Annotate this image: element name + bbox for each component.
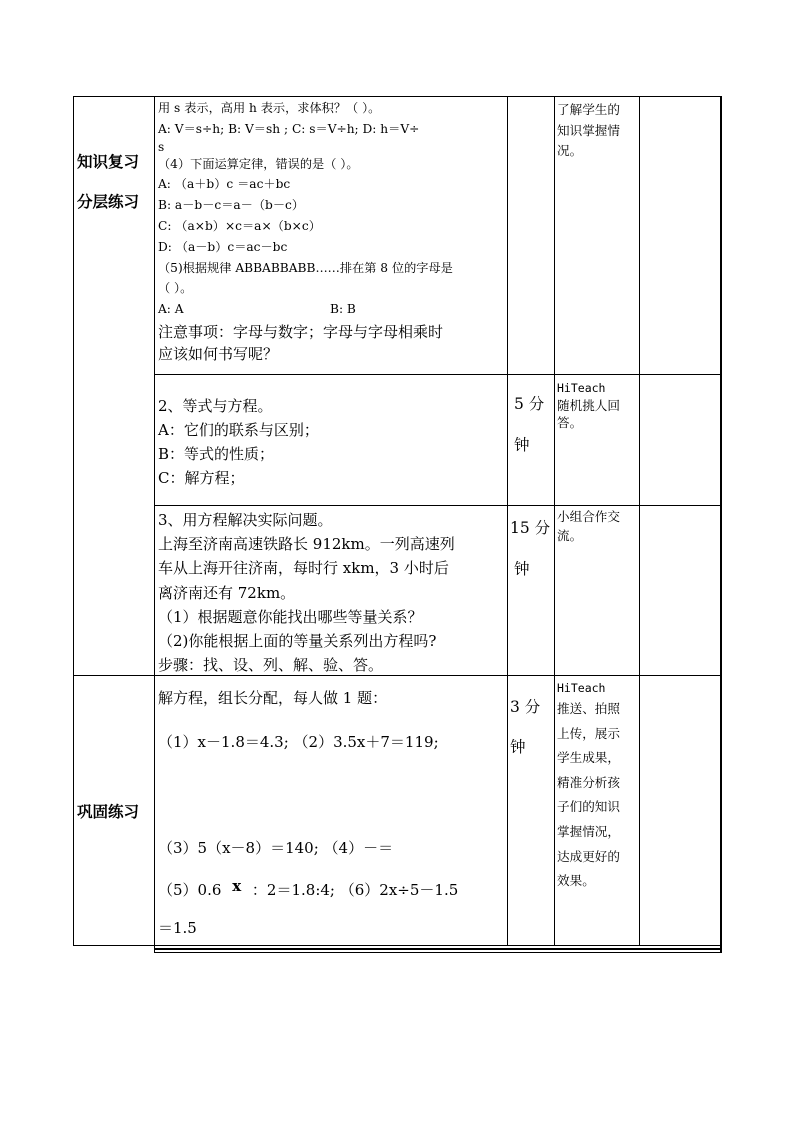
row3-line: 3、用方程解决实际问题。 [158,511,333,529]
table-bottom-border [73,945,721,946]
time-line: 钟 [514,436,530,454]
row-divider [154,505,721,506]
remark-line: 况。 [557,143,583,159]
remark-line: 推送、拍照 [557,701,620,716]
row4-line-4 [158,879,458,900]
row3-line: 上海至济南高速铁路长 912km。一列高速列 [158,535,455,554]
remark-line: HiTeach [557,381,606,395]
column-divider [639,96,640,946]
remark-line: 学生成果， [557,750,620,766]
column-divider [154,96,155,953]
remark-line: 流。 [557,528,583,543]
time-line: 3 分 [510,698,541,716]
option-a: A: A [158,302,184,317]
row1-line: D: （a－b）c＝ac－bc [158,239,288,254]
time-line: 钟 [510,738,526,756]
row2-line: C：解方程； [158,469,245,487]
eq5-suffix: ：2＝1.8:4; （6）2x÷5－1.5 [251,881,459,899]
remark-line: 达成更好的 [557,848,620,864]
time-line: 15 分 [510,519,551,537]
row-divider [154,374,721,375]
remark-line: 随机挑人回 [557,398,620,413]
row3-line: （2)你能根据上面的等量关系列出方程吗? [158,632,437,651]
eq5-prefix: （5）0.6 [158,881,222,899]
row1-line: 用 s 表示，高用 h 表示，求体积？（ ）。 [158,101,381,115]
row2-line: 2、等式与方程。 [158,397,273,415]
remark-line: 效果。 [557,873,595,889]
row1-line: A: （a＋b）c ＝ac＋bc [158,177,291,192]
row1-line: s [158,139,165,154]
time-line: 钟 [514,560,530,578]
column-divider [554,96,555,946]
row1-line: C: （a×b）×c＝a×（b×c） [158,218,321,233]
row4-time [510,687,540,767]
eq5-variable: x [232,877,242,895]
remark-line: 上传，展示 [557,725,620,741]
remark-line: 答。 [557,415,583,430]
row3-line: 步骤：找、设、列、解、验、答。 [158,656,384,675]
row3-content [158,508,455,677]
row3-line: 离济南还有 72km。 [158,583,296,602]
row3-remark [557,507,620,545]
option-b: B: B [330,302,356,317]
remark-line: 了解学生的 [557,102,620,117]
table-bottom-double-border [154,948,721,950]
row1-line: （5)根据规律 ABBABBABB……排在第 8 位的字母是 [158,260,453,275]
remark-line: 子们的知识 [557,799,620,815]
row4-line-5: ＝1.5 [158,919,197,937]
row2-line: B：等式的性质； [158,445,275,463]
row4-line-1: 解方程，组长分配，每人做 1 题： [158,689,388,707]
remark-line: 小组合作交 [557,509,620,524]
row1-line: A: V＝s÷h; B: V＝sh ; C: s＝V÷h; D: h＝V÷ [158,121,420,136]
table-right-border [720,96,722,953]
row3-line: 车从上海开往济南，每时行 xkm，3 小时后 [158,559,449,578]
row2-time [514,384,544,466]
row1-line: （4）下面运算定律，错误的是（ ）。 [158,156,359,171]
time-line: 5 分 [514,395,545,413]
row1-options [158,299,506,321]
row4-remark [557,680,620,894]
remark-line: HiTeach [557,681,606,695]
row1-content [158,98,506,365]
table-left-border [73,96,74,946]
row4-line-2: （1）x－1.8＝4.3; （2）3.5x＋7＝119; [158,733,439,751]
row1-note: 应该如何书写呢？ [158,345,279,364]
section-label-consolidate: 巩固练习 [77,803,140,821]
row2-remark [557,380,620,431]
section-label-practice: 分层练习 [77,193,140,211]
remark-line: 精准分析孩 [557,774,620,790]
remark-line: 掌握情况， [557,823,620,839]
row3-time [510,508,550,590]
row4-line-3: （3）5（x－8）＝140; （4）－＝ [158,839,394,857]
table-bottom-double-border [154,952,721,953]
row1-line: （ ）。 [158,281,193,296]
section-label-review: 知识复习 [77,153,140,171]
row2-content [158,394,319,490]
column-divider [507,96,508,946]
row3-line: （1）根据题意你能找出哪些等量关系？ [158,607,423,626]
row1-remark [557,100,620,162]
row2-line: A：它们的联系与区别； [158,421,319,439]
row1-note: 注意事项：字母与数字；字母与字母相乘时 [158,323,444,342]
remark-line: 知识掌握情 [557,122,620,138]
table-top-border [73,96,721,97]
row1-line: B: a－b－c＝a－（b－c） [158,198,305,213]
